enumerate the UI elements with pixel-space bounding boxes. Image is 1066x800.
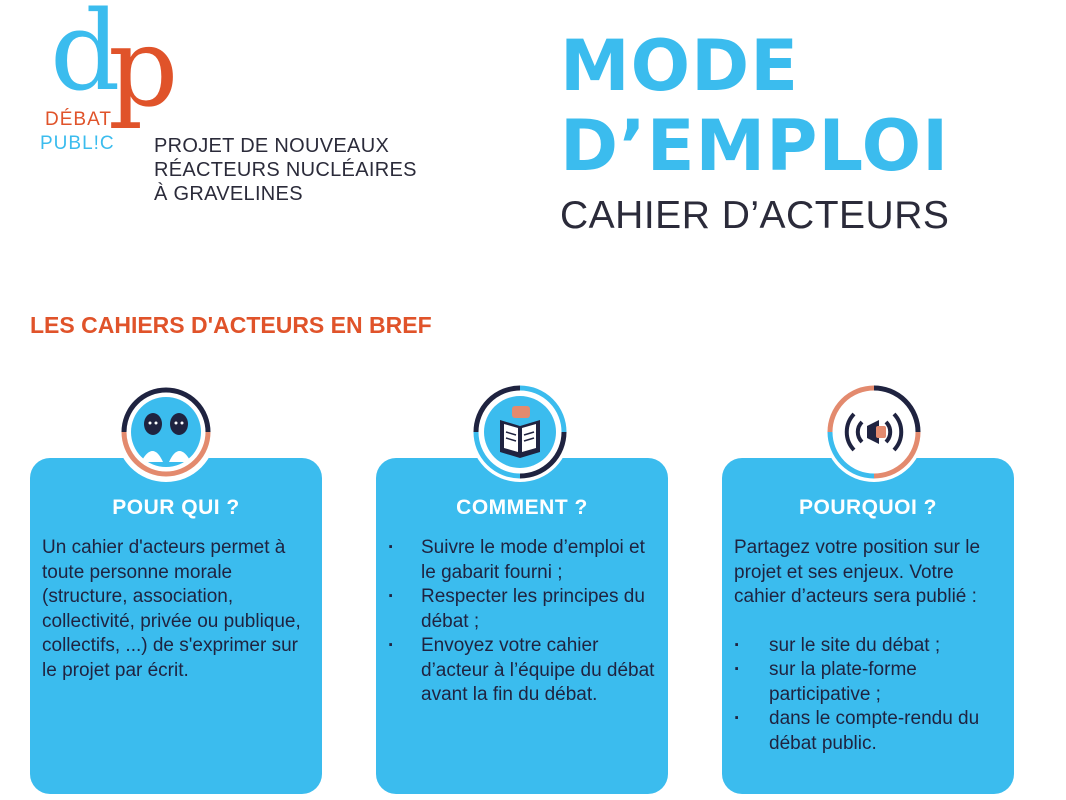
card-body xyxy=(388,536,658,708)
list-item: · Suivre le mode d’emploi et le gabarit fourni ; xyxy=(388,536,658,585)
project-subtitle-line: À GRAVELINES xyxy=(154,183,303,205)
page-title-line-2: D’EMPLOI xyxy=(560,105,950,187)
project-subtitle-line: RÉACTEURS NUCLÉAIRES xyxy=(154,159,417,181)
card-comment xyxy=(376,458,668,794)
page-title-line-1: MODE xyxy=(560,25,800,107)
people-icon xyxy=(116,382,216,482)
project-subtitle xyxy=(154,134,417,206)
card-title: COMMENT ? xyxy=(456,496,588,519)
list-item: · sur la plate-forme participative ; xyxy=(734,658,1004,707)
card-pourquoi xyxy=(722,458,1014,794)
card-list xyxy=(388,536,658,708)
list-item: · Respecter les principes du débat ; xyxy=(388,585,658,634)
section-heading: LES CAHIERS D'ACTEURS EN BREF xyxy=(30,312,432,338)
card-list xyxy=(734,634,1004,757)
page-title xyxy=(560,26,949,186)
logo-letter-d: d xyxy=(50,0,121,115)
card-body xyxy=(42,536,312,683)
megaphone-icon xyxy=(824,382,924,482)
list-item: · Envoyez votre cahier d’acteur à l’équipe du débat avant la fin du débat. xyxy=(388,634,658,708)
logo-debat-text: DÉBAT xyxy=(45,109,112,130)
list-item: · dans le compte-rendu du débat public. xyxy=(734,707,1004,756)
page-subtitle: CAHIER D’ACTEURS xyxy=(560,194,950,237)
card-title: POUR QUI ? xyxy=(112,496,240,519)
card-paragraph: Partagez votre position sur le projet et ses enjeux. Votre cahier d’acteurs sera publié : xyxy=(734,537,981,607)
card-paragraph: Un cahier d'acteurs permet à toute personne morale (structure, association, collectivité, privée ou publique, collectifs, ...) de s'exprimer sur le projet par écrit. xyxy=(42,537,301,681)
logo-letter-p: p xyxy=(108,3,179,131)
card-body xyxy=(734,536,1004,756)
card-title: POURQUOI ? xyxy=(798,496,937,519)
logo-public-text: PUBL!C xyxy=(40,133,115,154)
project-subtitle-line: PROJET DE NOUVEAUX xyxy=(154,135,390,157)
document-icon xyxy=(470,382,570,482)
list-item: · sur le site du débat ; xyxy=(734,634,1004,659)
card-pour-qui xyxy=(30,458,322,794)
